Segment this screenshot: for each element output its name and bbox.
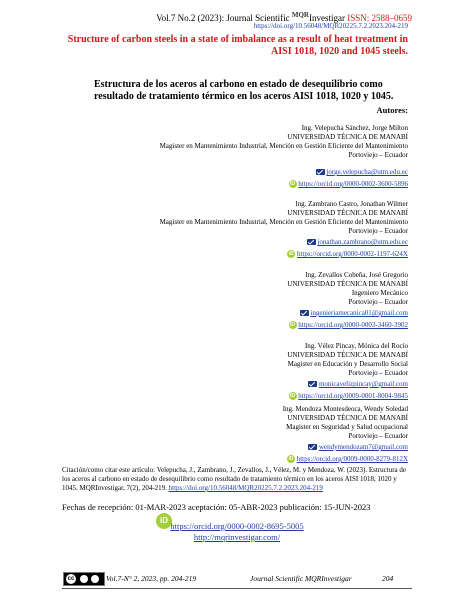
author-name: Ing. Zevallos Cobeña, José Gregorio xyxy=(305,271,408,279)
author-email[interactable]: wendymendozam7@gmail.com xyxy=(318,443,408,451)
author-email[interactable]: jonathan.zambrano@utm.edu.ec xyxy=(317,238,408,246)
author-orcid[interactable]: https://orcid.org/0009-0001-8004-9845 xyxy=(298,392,408,400)
journal-orcid[interactable]: https://orcid.org/0000-0002-8695-5005 xyxy=(170,521,304,531)
email-row xyxy=(108,307,408,319)
author-degree: Magister en Seguridad y Salud ocupacional xyxy=(286,423,408,431)
email-row xyxy=(108,441,408,453)
citation-text: Velepucha, J., Zambrano, J., Zevallos, J., Vélez, M. y Mendoza, W. (2023). Estructura de los aceros al carbono en estado de desequilibrio como resultado de tratamiento térmico en los aceros AISI 1018, 1020 y 1045. MQRInvestigar, 7(2), 204-219. xyxy=(62,466,407,492)
author-degree: Magister en Mantenimiento Industrial, Mención en Gestión Eficiente del Mantenimiento xyxy=(159,218,408,226)
footer-vol-info: Vol.7-N° 2, 2023, pp. 204-219 xyxy=(106,574,197,583)
authors-heading: Autores: xyxy=(376,105,408,115)
orcid-row xyxy=(108,319,408,331)
mail-icon xyxy=(308,381,317,387)
author-degree: Ingeniero Mecánico xyxy=(351,289,408,297)
author-3 xyxy=(108,271,408,331)
mail-icon xyxy=(308,444,317,450)
orcid-icon: iD xyxy=(290,181,296,188)
orcid-row xyxy=(108,453,408,465)
journal-url[interactable]: http://mqrinvestigar.com/ xyxy=(193,532,281,542)
author-orcid[interactable]: https://orcid.org/0000-0002-3600-5896 xyxy=(298,180,408,188)
author-location: Portoviejo – Ecuador xyxy=(348,432,408,440)
cc-icon: cc xyxy=(67,576,75,582)
mail-icon xyxy=(316,169,325,175)
footer-page-number: 204 xyxy=(382,574,394,583)
footer-rule xyxy=(62,588,412,589)
author-4 xyxy=(108,342,408,402)
title-spanish: Estructura de los aceros al carbono en estado de desequilibrio como resultado de tratamiento térmico en los aceros AISI 1018, 1020 y 1045. xyxy=(94,79,394,102)
author-email[interactable]: ingenieriamecanica01@gmail.com xyxy=(310,309,408,317)
mail-icon xyxy=(300,310,309,316)
author-degree: Magister en Mantenimiento Industrial, Mención en Gestión Eficiente del Mantenimiento xyxy=(159,142,408,150)
email-row xyxy=(108,236,408,248)
citation xyxy=(62,466,410,493)
author-orcid[interactable]: https://orcid.org/0009-0000-8279-812X xyxy=(296,455,408,463)
author-name: Ing. Mendoza Montesdeoca, Wendy Soledad xyxy=(282,405,408,413)
author-affiliation: UNIVERSIDAD TÉCNICA DE MANABÍ xyxy=(287,209,408,217)
cc-license-badge xyxy=(63,572,105,586)
author-affiliation: UNIVERSIDAD TÉCNICA DE MANABÍ xyxy=(287,133,408,141)
journal-links xyxy=(120,521,354,543)
author-orcid[interactable]: https://orcid.org/0000-0002-1197-624X xyxy=(296,250,408,258)
author-affiliation: UNIVERSIDAD TÉCNICA DE MANABÍ xyxy=(287,414,408,422)
author-location: Portoviejo – Ecuador xyxy=(348,369,408,377)
journal-orcid-logo: iD xyxy=(156,513,172,529)
author-location: Portoviejo – Ecuador xyxy=(348,298,408,306)
author-1 xyxy=(108,124,408,190)
author-affiliation: UNIVERSIDAD TÉCNICA DE MANABÍ xyxy=(287,280,408,288)
author-name: Ing. Zambrano Castro, Jonathan Wilmer xyxy=(295,200,408,208)
citation-label: Citación/como citar este artículo: xyxy=(62,466,156,474)
author-name: Ing. Vélez Pincay, Mónica del Rocío xyxy=(304,342,408,350)
author-orcid[interactable]: https://orcid.org/0000-0003-3460-3902 xyxy=(298,321,408,329)
logo-text: Investigar xyxy=(308,13,345,23)
issn: ISSN: 2588–0659 xyxy=(347,13,412,23)
orcid-row xyxy=(108,178,408,190)
author-email[interactable]: monicavelizpincay@gmail.com xyxy=(318,380,408,388)
orcid-icon: iD xyxy=(288,251,294,258)
author-location: Portoviejo – Ecuador xyxy=(348,151,408,159)
author-affiliation: UNIVERSIDAD TÉCNICA DE MANABÍ xyxy=(287,351,408,359)
author-email[interactable]: jorge.velepucha@utm.edu.ec xyxy=(326,168,408,176)
orcid-icon: iD xyxy=(288,456,294,463)
by-icon xyxy=(80,575,88,583)
author-2 xyxy=(108,200,408,260)
footer-journal-name: Journal Scientific MQRInvestigar xyxy=(250,574,352,583)
email-row xyxy=(108,378,408,390)
citation-doi[interactable]: https://doi.org/10.56048/MQR20225.7.2.2023.204-219 xyxy=(168,484,323,492)
mail-icon xyxy=(307,239,316,245)
header-doi[interactable]: https://doi.org/10.56048/MQR20225.7.2.2023.204-219 xyxy=(253,22,408,30)
author-location: Portoviejo – Ecuador xyxy=(348,227,408,235)
publication-dates: Fechas de recepción: 01-MAR-2023 aceptación: 05-ABR-2023 publicación: 15-JUN-2023 xyxy=(62,502,371,512)
mqr-logo: MQR xyxy=(291,11,309,19)
author-name: Ing. Velepucha Sánchez, Jorge Milton xyxy=(301,124,408,132)
author-5 xyxy=(108,405,408,465)
title-english: Structure of carbon steels in a state of imbalance as a result of heat treatment in AISI 1018, 1020 and 1045 steels. xyxy=(67,34,408,57)
nc-icon xyxy=(91,575,99,583)
orcid-icon: iD xyxy=(290,393,296,400)
orcid-row xyxy=(108,248,408,260)
journal-line: Vol.7 No.2 (2023): Journal Scientific xyxy=(156,13,290,23)
email-row xyxy=(108,166,408,178)
orcid-row xyxy=(108,390,408,402)
author-degree: Magister en Educación y Desarrollo Social xyxy=(287,360,408,368)
orcid-icon: iD xyxy=(290,322,296,329)
